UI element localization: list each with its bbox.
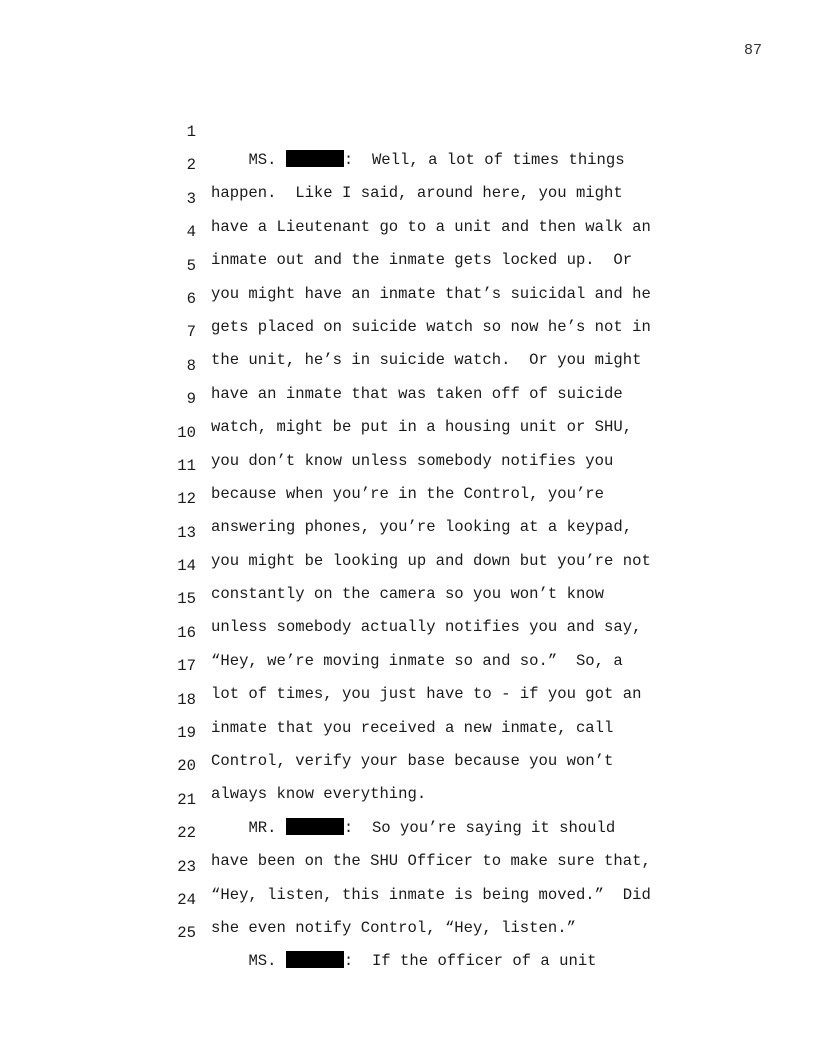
line-number: 7 xyxy=(186,323,196,342)
line-number: 9 xyxy=(186,390,196,409)
line-text: because when you’re in the Control, you’re xyxy=(211,484,605,503)
line-number: 1 xyxy=(186,123,196,141)
transcript-line xyxy=(0,90,816,169)
speech-text: : Well, a lot of times things xyxy=(343,151,625,169)
line-text: inmate that you received a new inmate, call xyxy=(211,718,614,737)
line-number: 24 xyxy=(177,890,196,909)
line-text: Control, verify your base because you won’t xyxy=(211,752,614,771)
line-number: 19 xyxy=(177,724,196,743)
speech-text: : So you’re saying it should xyxy=(343,818,616,837)
speech-text: : If the officer of a unit xyxy=(343,952,597,971)
line-number: 10 xyxy=(177,423,196,442)
line-number: 6 xyxy=(186,289,196,308)
line-number: 5 xyxy=(186,256,196,275)
speaker-title: MS. xyxy=(248,952,277,971)
line-text: gets placed on suicide watch so now he’s not in xyxy=(211,317,651,336)
line-text: have an inmate that was taken off of suicide xyxy=(211,384,623,403)
line-number: 3 xyxy=(186,189,196,208)
line-number: 4 xyxy=(186,223,196,242)
line-number: 2 xyxy=(186,156,196,175)
line-text: happen. Like I said, around here, you might xyxy=(211,184,623,203)
transcript-body xyxy=(0,90,816,971)
line-text: constantly on the camera so you won’t know xyxy=(211,585,605,604)
line-number: 17 xyxy=(177,657,196,676)
line-text: lot of times, you just have to - if you got an xyxy=(211,685,642,704)
line-number: 18 xyxy=(177,690,196,709)
line-text: answering phones, you’re looking at a keypad, xyxy=(211,518,633,537)
line-text: “Hey, we’re moving inmate so and so.” So, a xyxy=(211,651,623,670)
line-number: 20 xyxy=(177,757,196,776)
line-number: 12 xyxy=(177,490,196,509)
line-text: “Hey, listen, this inmate is being moved.” Did xyxy=(211,885,651,904)
line-number: 13 xyxy=(177,523,196,542)
line-text: you might be looking up and down but you’re not xyxy=(211,551,651,570)
line-number: 16 xyxy=(177,623,196,642)
line-text: you might have an inmate that’s suicidal and he xyxy=(211,284,651,303)
line-text: have been on the SHU Officer to make sure that, xyxy=(211,852,651,871)
line-number: 23 xyxy=(177,857,196,876)
line-text: she even notify Control, “Hey, listen.” xyxy=(211,918,576,937)
line-number: 8 xyxy=(186,356,196,375)
line-number: 15 xyxy=(177,590,196,609)
line-text: have a Lieutenant go to a unit and then walk an xyxy=(211,217,651,236)
line-number: 14 xyxy=(177,557,196,576)
line-number: 11 xyxy=(177,456,196,475)
line-text xyxy=(211,947,597,975)
line-text: the unit, he’s in suicide watch. Or you might xyxy=(211,351,642,370)
speaker-title: MS. xyxy=(248,151,277,169)
line-text: unless somebody actually notifies you and say, xyxy=(211,618,642,637)
line-number: 22 xyxy=(177,824,196,843)
redaction-bar xyxy=(286,951,344,968)
line-number: 21 xyxy=(177,790,196,809)
page-number: 87 xyxy=(743,42,762,59)
line-number: 25 xyxy=(177,924,196,943)
speaker-title: MR. xyxy=(248,818,277,837)
line-text: always know everything. xyxy=(211,785,427,804)
line-text: inmate out and the inmate gets locked up. Or xyxy=(211,251,633,270)
line-text: watch, might be put in a housing unit or SHU, xyxy=(211,418,633,437)
line-text: you don’t know unless somebody notifies you xyxy=(211,451,614,470)
